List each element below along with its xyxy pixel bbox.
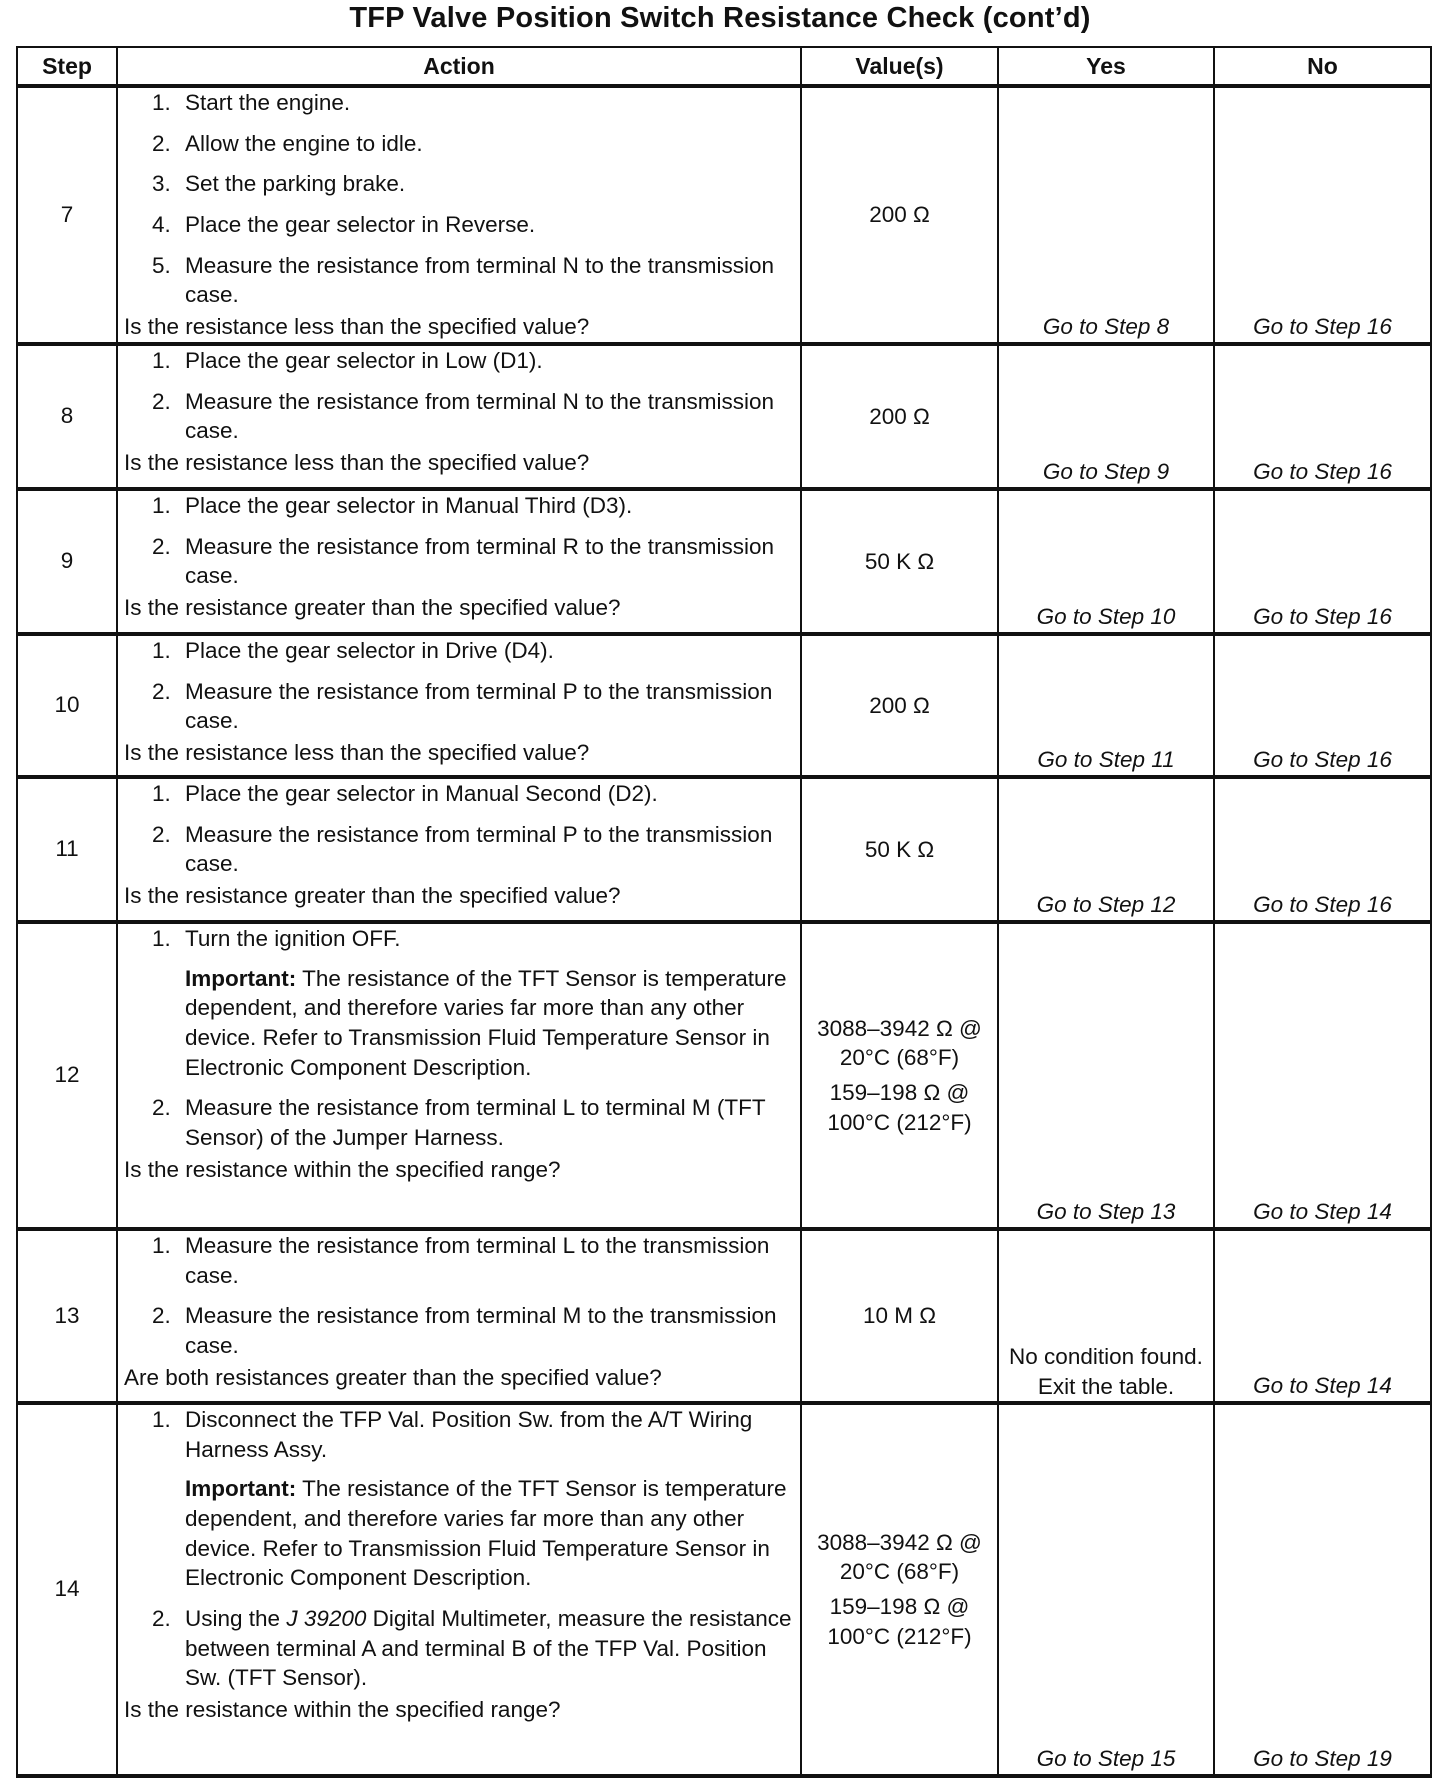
yes-link[interactable]: Go to Step 13 (1036, 1199, 1176, 1225)
action-list (124, 1231, 794, 1361)
yes-cell (998, 489, 1214, 634)
action-list (124, 779, 794, 879)
table-row (17, 1403, 1431, 1776)
table-row (17, 489, 1431, 634)
action-list (124, 491, 794, 591)
action-item (152, 346, 794, 376)
item-number: 1. (152, 1406, 171, 1432)
note-text: The resistance of the TFT Sensor is temperature dependent, and therefore varies far more than any other device. Refer to Transmission Fluid Temperature Sensor in Electronic Component Description. (185, 1476, 787, 1591)
yes-link[interactable]: Go to Step 11 (1037, 747, 1175, 773)
action-item (152, 1604, 794, 1693)
item-text: Measure the resistance from terminal N to the transmission case. (185, 252, 774, 308)
header-action: Action (117, 47, 801, 86)
value-cell (801, 489, 998, 634)
item-text: Place the gear selector in Manual Second (D2). (185, 780, 658, 806)
action-cell (117, 344, 801, 489)
item-text: Measure the resistance from terminal M to the transmission case. (185, 1303, 777, 1358)
exit-table-text: No condition found. Exit the table. (1009, 1344, 1203, 1399)
header-step: Step (17, 47, 117, 86)
value-text: 10 M Ω (862, 1303, 937, 1329)
yes-cell (998, 344, 1214, 489)
yes-cell (998, 634, 1214, 777)
action-question: Are both resistances greater than the specified value? (124, 1364, 662, 1390)
item-text: Disconnect the TFP Val. Position Sw. from the A/T Wiring Harness Assy. (185, 1406, 753, 1462)
no-link[interactable]: Go to Step 19 (1253, 1746, 1392, 1772)
no-link[interactable]: Go to Step 16 (1253, 892, 1392, 918)
no-link[interactable]: Go to Step 16 (1253, 459, 1392, 485)
action-item (152, 169, 794, 199)
action-item (152, 636, 794, 666)
yes-cell (998, 86, 1214, 344)
table-row (17, 86, 1431, 344)
action-question: Is the resistance greater than the specified value? (124, 882, 621, 908)
value-text: 200 Ω (869, 403, 930, 429)
value-cell (801, 86, 998, 344)
action-list (124, 1405, 794, 1693)
value-text: 200 Ω (869, 202, 930, 228)
action-cell (117, 922, 801, 1229)
item-text: Place the gear selector in Reverse. (185, 212, 536, 238)
item-text: Measure the resistance from terminal L to the transmission case. (185, 1232, 770, 1288)
no-cell (1214, 344, 1431, 489)
item-text: Measure the resistance from terminal L to terminal M (TFT Sensor) of the Jumper Harness. (185, 1095, 766, 1150)
item-text: Measure the resistance from terminal R to the transmission case. (185, 533, 774, 589)
note-label: Important: (185, 1476, 297, 1502)
table-row (17, 922, 1431, 1229)
action-item (152, 677, 794, 736)
no-cell (1214, 1229, 1431, 1403)
action-question: Is the resistance greater than the specified value? (124, 594, 621, 620)
step-number: 13 (17, 1229, 117, 1403)
no-cell (1214, 86, 1431, 344)
item-text: Turn the ignition OFF. (185, 925, 401, 951)
item-number: 2. (152, 1605, 171, 1631)
no-cell (1214, 777, 1431, 922)
action-question: Is the resistance within the specified range? (124, 1156, 561, 1182)
value-cell (801, 1403, 998, 1776)
tool-name: J 39200 (286, 1605, 367, 1631)
note-text: The resistance of the TFT Sensor is temperature dependent, and therefore varies far more than any other device. Refer to Transmission Fluid Temperature Sensor in Electronic Component Description. (185, 965, 787, 1080)
no-link[interactable]: Go to Step 16 (1253, 747, 1392, 773)
yes-link[interactable]: Go to Step 8 (1042, 314, 1170, 340)
no-cell (1214, 489, 1431, 634)
item-number: 2. (152, 533, 171, 559)
step-number: 9 (17, 489, 117, 634)
page-title: TFP Valve Position Switch Resistance Check (cont’d) (349, 2, 1091, 34)
table-header-row (17, 47, 1431, 86)
item-number: 1. (152, 90, 171, 115)
header-yes: Yes (998, 47, 1214, 86)
table-row (17, 634, 1431, 777)
value-cell (801, 777, 998, 922)
action-item (152, 251, 794, 310)
value-cell (801, 1229, 998, 1403)
action-question: Is the resistance less than the specified value? (124, 449, 590, 475)
item-text: Place the gear selector in Low (D1). (185, 347, 543, 373)
action-cell (117, 1229, 801, 1403)
item-text-post: Digital Multimeter, measure the resistance between terminal A and terminal B of the TFP Val. Position Sw. (TFT Sensor). (185, 1605, 792, 1691)
important-note (185, 1474, 794, 1593)
step-number: 8 (17, 344, 117, 489)
action-cell (117, 489, 801, 634)
table-row (17, 777, 1431, 922)
item-number: 1. (152, 925, 171, 951)
item-number: 2. (152, 678, 171, 704)
header-values: Value(s) (801, 47, 998, 86)
value-text: 3088–3942 Ω @ 20°C (68°F) (817, 1015, 982, 1071)
action-item (152, 387, 794, 446)
step-number: 11 (17, 777, 117, 922)
action-item (152, 532, 794, 591)
action-item (152, 1093, 794, 1152)
action-question: Is the resistance within the specified range? (124, 1697, 561, 1722)
action-item (152, 210, 794, 240)
value-text: 50 K Ω (864, 548, 935, 574)
action-item (152, 1231, 794, 1290)
item-number: 5. (152, 252, 171, 278)
action-item (152, 1405, 794, 1593)
value-text: 50 K Ω (864, 836, 935, 862)
action-question: Is the resistance less than the specified value? (124, 739, 590, 765)
no-cell (1214, 922, 1431, 1229)
item-number: 1. (152, 347, 171, 373)
action-item (152, 491, 794, 521)
value-text: 3088–3942 Ω @ 20°C (68°F) (817, 1529, 982, 1585)
item-number: 2. (152, 130, 171, 156)
header-no: No (1214, 47, 1431, 86)
item-text: Allow the engine to idle. (185, 130, 423, 156)
step-number: 12 (17, 922, 117, 1229)
item-number: 4. (152, 212, 171, 238)
table-row (17, 344, 1431, 489)
item-text: Start the engine. (185, 90, 351, 115)
value-text-2: 159–198 Ω @ 100°C (212°F) (827, 1594, 972, 1649)
no-link[interactable]: Go to Step 16 (1253, 604, 1392, 630)
action-list (124, 924, 794, 1153)
action-question: Is the resistance less than the specified value? (124, 314, 590, 340)
yes-link[interactable]: Go to Step 12 (1036, 892, 1176, 918)
yes-cell (998, 1229, 1214, 1403)
item-number: 1. (152, 637, 171, 663)
item-text-pre: Using the (185, 1605, 287, 1631)
item-text: Measure the resistance from terminal N to the transmission case. (185, 388, 774, 444)
action-cell (117, 634, 801, 777)
item-number: 2. (152, 1303, 171, 1329)
action-list (124, 636, 794, 736)
action-list (124, 88, 794, 310)
action-item (152, 129, 794, 159)
resistance-check-table (16, 46, 1432, 1778)
note-label: Important: (185, 965, 297, 991)
yes-cell (998, 777, 1214, 922)
item-text: Set the parking brake. (185, 171, 406, 197)
yes-cell (998, 1403, 1214, 1776)
item-number: 2. (152, 388, 171, 414)
yes-link[interactable]: Go to Step 9 (1042, 459, 1170, 485)
action-item (152, 924, 794, 1082)
action-cell (117, 86, 801, 344)
no-link[interactable]: Go to Step 16 (1253, 314, 1392, 340)
action-item (152, 820, 794, 879)
table-row (17, 1229, 1431, 1403)
no-link[interactable]: Go to Step 14 (1253, 1373, 1392, 1399)
item-number: 1. (152, 492, 171, 518)
item-number: 2. (152, 821, 171, 847)
action-item (152, 1301, 794, 1360)
action-cell (117, 1403, 801, 1776)
item-number: 2. (152, 1095, 171, 1121)
value-cell (801, 634, 998, 777)
item-number: 1. (152, 1232, 171, 1258)
value-cell (801, 922, 998, 1229)
item-text: Measure the resistance from terminal P to the transmission case. (185, 678, 773, 734)
value-text-2: 159–198 Ω @ 100°C (212°F) (827, 1080, 972, 1135)
no-cell (1214, 1403, 1431, 1776)
action-item (152, 779, 794, 809)
action-list (124, 346, 794, 446)
item-number: 1. (152, 780, 171, 806)
step-number: 10 (17, 634, 117, 777)
item-text: Measure the resistance from terminal P to the transmission case. (185, 821, 773, 877)
no-link[interactable]: Go to Step 14 (1253, 1199, 1392, 1225)
no-cell (1214, 634, 1431, 777)
yes-link[interactable]: Go to Step 10 (1036, 604, 1176, 630)
item-text: Place the gear selector in Manual Third (D3). (185, 492, 633, 518)
value-cell (801, 344, 998, 489)
action-item (152, 88, 794, 118)
item-text: Place the gear selector in Drive (D4). (185, 637, 554, 663)
action-cell (117, 777, 801, 922)
value-text: 200 Ω (869, 692, 930, 718)
step-number: 14 (17, 1403, 117, 1776)
yes-cell (998, 922, 1214, 1229)
important-note (185, 964, 794, 1083)
yes-link[interactable]: Go to Step 15 (1036, 1746, 1176, 1772)
item-number: 3. (152, 171, 171, 197)
step-number: 7 (17, 86, 117, 344)
